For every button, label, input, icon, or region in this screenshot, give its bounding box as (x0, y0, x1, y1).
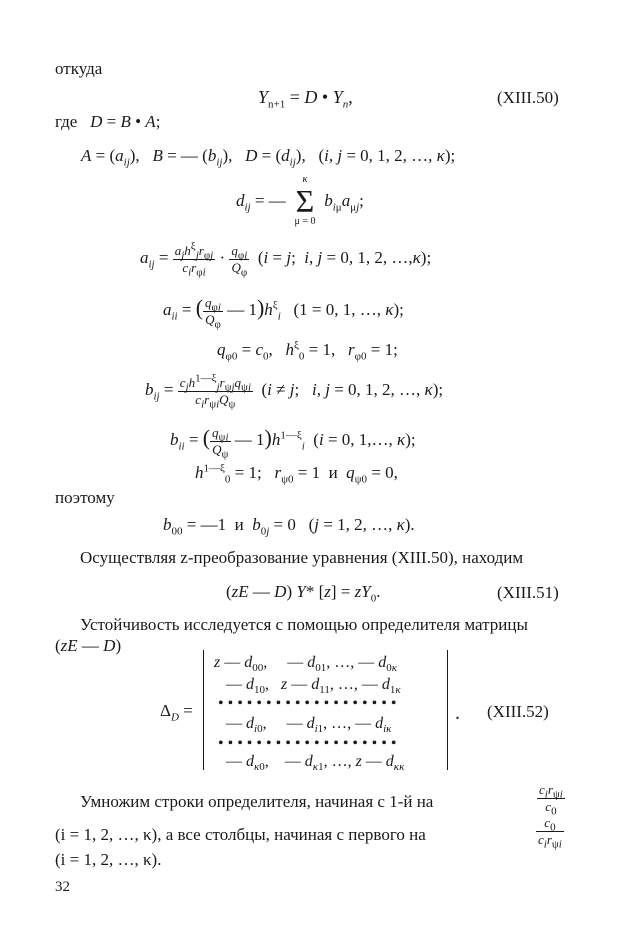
text-zed: (zE — D) (55, 636, 122, 655)
determinant: z — $d_{00}$, — $d_{01}$, …, — $d_{0\kappa}$ — $d_{10}$, z — $d_{11}$, …, — $d_{1\kappa}$ ••••••••••••••••••• — $d_{i0}$, — $d_{i1}$, …, — $d_{i\kappa}$ ••••••••••••••••••• — $d_{\kappa 0}$, — $d_{\kappa 1}$, …, z — $d_{\kappa\kappa}$ (203, 650, 448, 770)
fraction-rows: $\frac{c_ir_{\psi i}}{c_0}$ (539, 782, 563, 818)
text-multiply-1: Умножим строки определителя, начиная с 1-й на (80, 792, 434, 811)
equation-h0: $h^{1—\xi}_0 = 1$; $r_{\psi 0} = 1$ и $q_{\psi 0} = 0$, (195, 462, 398, 486)
text-multiply-2: (i = 1, 2, …, κ), а все столбцы, начиная с первого на (55, 825, 426, 844)
equation-aij: $a_{ij}$ = $\frac{a_jh^\xi_jr_{\varphi j}}{c_ir_{\varphi i}}$ · $\frac{q_{\varphi i}}{Q_\varphi}$ (i = j; i, j = 0, 1, 2, …,κ); (140, 240, 432, 279)
equation-label-50: (XIII.50) (497, 88, 559, 107)
text-stability: Устойчивость исследуется с помощью определителя матрицы (80, 615, 528, 634)
equation-z-transform: (zE — D) Y* $[z] = zY_0$. (226, 582, 381, 605)
det-period: . (455, 702, 460, 724)
text-otkuda: откуда (55, 59, 103, 78)
equation-aii: $a_{ii}$ = ( $\frac{q_{\varphi i}}{Q_\varphi}$ — $1)h^\xi_i$ (1 = 0, 1, …, κ); (163, 295, 404, 331)
equation-q0: $q_{\varphi 0} = c_0$, $h^\xi_0 = 1$, $r_{\varphi 0} = 1$; (217, 339, 398, 363)
equation-b00: $b_{00}$ = —1 и $b_{0j} = 0$ (j = 1, 2, …, κ). (163, 515, 415, 538)
fraction-columns: $\frac{c_0}{c_ir_{\psi i}}$ (538, 815, 562, 851)
text-poetomu: поэтому (55, 488, 115, 507)
equation-bii: $b_{ii}$ = ( $\frac{q_{\psi i}}{Q_\psi}$ — $1)h^{1—\xi}_i$ (i = 0, 1,…, κ); (170, 425, 416, 461)
equation-yn: $Y_{n+1} = D$ • $Y_n$, (258, 87, 353, 111)
equation-det-lhs: $\Delta_D$ = (160, 701, 193, 724)
equation-label-52: (XIII.52) (487, 702, 549, 721)
equation-dij: $d_{ij}$ = — κ Σ μ = 0 $b_{i\mu}a_{\mu j}$; (236, 173, 364, 227)
equation-bij: $b_{ij}$ = $\frac{c_jh^{1—\xi}_jr_{\psi j}q_{\psi i}}{c_ir_{\psi i}Q_\psi}$ (i ≠ j; i, j = 0, 1, 2, …, κ); (145, 372, 444, 411)
page-number: 32 (55, 879, 70, 895)
text-multiply-3: (i = 1, 2, …, κ). (55, 850, 162, 869)
equation-label-51: (XIII.51) (497, 583, 559, 602)
equation-matrices: $A = (a_{ij})$, B = — $(b_{ij})$, $D = (d_{ij})$, (i, j = 0, 1, 2, …, κ); (81, 146, 456, 169)
text-gde: где D = B • A; (55, 112, 161, 131)
text-transform: Осуществляя z-преобразование уравнения (XIII.50), находим (80, 548, 524, 567)
